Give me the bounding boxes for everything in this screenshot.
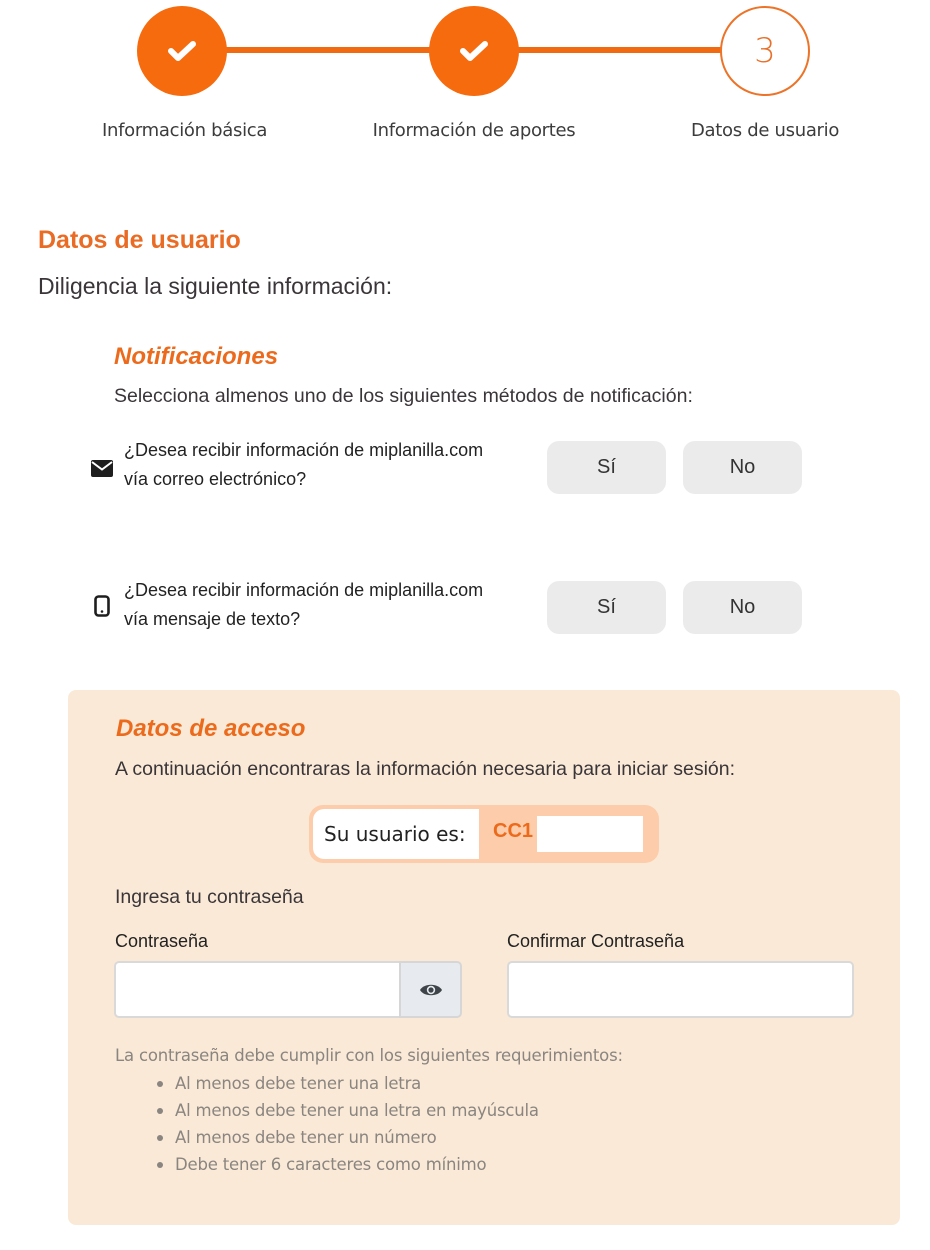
- requirement-item: Al menos debe tener un número: [155, 1124, 539, 1151]
- envelope-icon: [90, 456, 114, 480]
- password-requirements-list: [155, 1070, 539, 1178]
- sms-notification-row: [88, 576, 808, 632]
- step-3-indicator: [720, 6, 810, 96]
- page-subtitle: Diligencia la siguiente información:: [38, 273, 393, 299]
- notifications-subtitle: Selecciona almenos uno de los siguientes métodos de notificación:: [114, 385, 693, 407]
- password-requirements-intro: La contraseña debe cumplir con los siguientes requerimientos:: [115, 1046, 623, 1065]
- password-label: Contraseña: [115, 931, 209, 951]
- access-title: Datos de acceso: [116, 715, 306, 742]
- mobile-phone-icon: [90, 594, 114, 618]
- sms-yes-button[interactable]: Sí: [547, 581, 666, 634]
- check-icon: [167, 39, 197, 63]
- notifications-title: Notificaciones: [114, 343, 279, 370]
- username-display: [309, 805, 659, 863]
- username-value: CC1: [493, 820, 534, 842]
- step-connector-1: [226, 47, 430, 53]
- requirement-item: Al menos debe tener una letra: [155, 1070, 539, 1097]
- access-data-panel: [68, 690, 900, 1225]
- check-icon: [459, 39, 489, 63]
- email-notification-question: ¿Desea recibir información de miplanilla.com vía correo electrónico?: [124, 440, 484, 489]
- eye-icon: [419, 982, 443, 998]
- step-connector-2: [517, 47, 722, 53]
- password-heading: Ingresa tu contraseña: [115, 886, 304, 908]
- sms-notification-question: ¿Desea recibir información de miplanilla.com vía mensaje de texto?: [124, 580, 484, 629]
- step-3-label: Datos de usuario: [690, 120, 840, 141]
- confirm-password-input[interactable]: [507, 961, 854, 1018]
- show-password-button[interactable]: [399, 961, 462, 1018]
- access-subtitle: A continuación encontraras la información necesaria para iniciar sesión:: [115, 758, 736, 780]
- step-2-label: Información de aportes: [372, 120, 576, 141]
- email-notification-row: [88, 436, 808, 492]
- username-label: Su usuario es:: [313, 809, 479, 859]
- username-redaction: [537, 816, 643, 852]
- step-1-indicator: [137, 6, 227, 96]
- confirm-password-label: Confirmar Contraseña: [507, 931, 685, 951]
- step-2-indicator: [429, 6, 519, 96]
- email-no-button[interactable]: No: [683, 441, 802, 494]
- email-yes-button[interactable]: Sí: [547, 441, 666, 494]
- requirement-item: Debe tener 6 caracteres como mínimo: [155, 1151, 539, 1178]
- sms-no-button[interactable]: No: [683, 581, 802, 634]
- progress-stepper: [0, 0, 930, 160]
- step-3-number: 3: [754, 31, 776, 71]
- requirement-item: Al menos debe tener una letra en mayúscula: [155, 1097, 539, 1124]
- step-1-label: Información básica: [102, 120, 268, 141]
- password-input[interactable]: [114, 961, 401, 1018]
- page-title: Datos de usuario: [38, 226, 241, 254]
